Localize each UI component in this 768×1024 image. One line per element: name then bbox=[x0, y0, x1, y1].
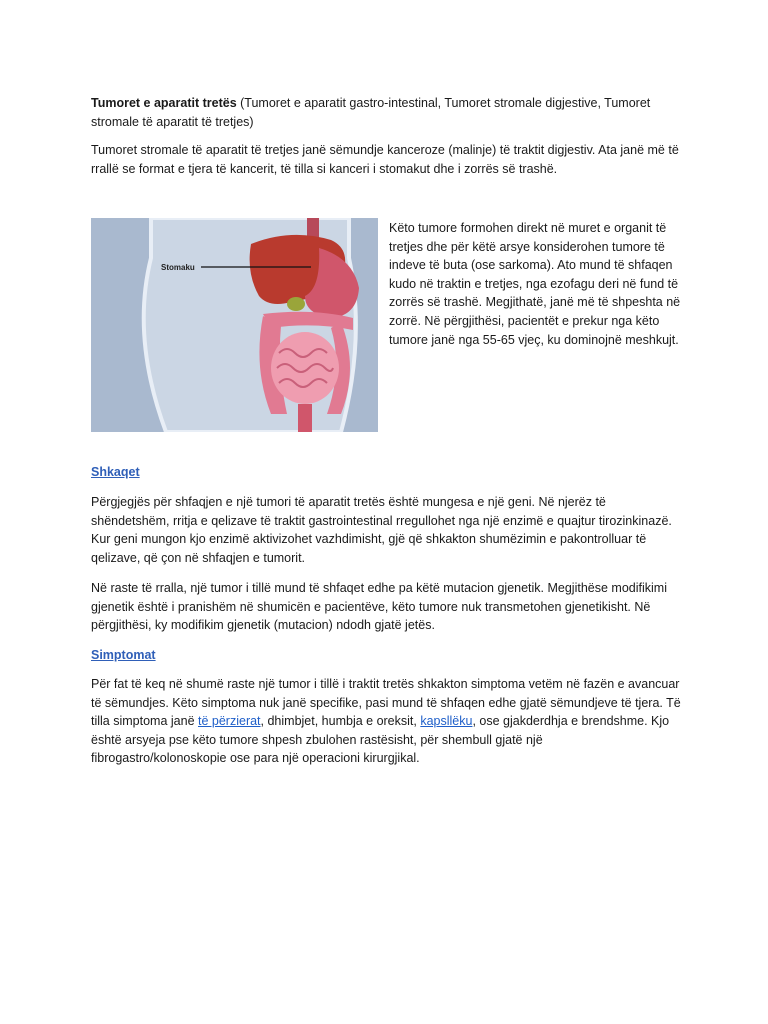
document-title-paragraph bbox=[91, 94, 681, 131]
link-nausea[interactable]: të përzierat bbox=[198, 714, 261, 729]
section-heading-causes[interactable]: Shkaqet bbox=[91, 465, 140, 479]
intro-paragraph: Tumoret stromale të aparatit të tretjes janë sëmundje kanceroze (malinje) të traktit digjestiv. Ata janë më të rrallë se format e tjera të kancerit, të tilla si kanceri i stomakut dhe i zorrës së trashë. bbox=[91, 143, 679, 176]
link-constipation[interactable]: kapsllëku bbox=[420, 714, 473, 729]
symptoms-text-b: , dhimbjet, humbja e oreksit, bbox=[260, 714, 421, 729]
gallbladder-shape bbox=[287, 297, 305, 311]
small-intestine-shape bbox=[271, 332, 339, 404]
anatomy-svg bbox=[91, 218, 378, 432]
digestive-system-illustration bbox=[91, 218, 378, 432]
rectum-shape bbox=[298, 404, 312, 432]
causes-paragraph-2: Në raste të rralla, një tumor i tillë mund të shfaqet edhe pa këtë mutacion gjenetik. Megjithëse modifikimi gjenetik është i pranishëm në shumicën e pacientëve, këto tumore nuk transmetohen gjenetikisht. Në përgjithësi, ky modifikim gjenetik (mutacion) ndodh gjatë jetës. bbox=[91, 581, 667, 633]
side-paragraph: Këto tumore formohen direkt në muret e organit të tretjes dhe për këtë arsye konsiderohen tumore të indeve të buta (ose sarkoma). Ato mund të shfaqen kudo në traktin e tretjes, nga ezofagu deri në fund të zorrës së trashë. Megjithatë, janë më të shpeshta në zorrë. Në përgjithësi, pacientët e prekur nga këto tumore janë nga 55-65 vjeç, ku dominojnë meshkujt. bbox=[389, 221, 681, 347]
stomach-label: Stomaku bbox=[161, 263, 195, 272]
symptoms-text-c: , ose gjakderdhja e brendshme. Kjo është arsyeja pse këto tumore shpesh zbulohen rastësisht, për shembull gjatë një fibrogastro/kolonoskopie ose para një operacioni kirurgjikal. bbox=[91, 714, 670, 766]
title-synonyms: (Tumoret e aparatit gastro-intestinal, Tumoret stromale digjestive, Tumoret stromale të aparatit të tretjes) bbox=[91, 96, 651, 129]
symptoms-paragraph bbox=[91, 675, 681, 768]
symptoms-text-a: Për fat të keq në shumë raste një tumor i tillë i traktit tretës shkakton simptoma vetëm në fazën e avancuar të sëmundjes. Këto simptoma nuk janë specifike, pasi mund të shfaqen edhe gjatë sëmundjeve të tjera. Të tilla simptoma janë bbox=[91, 677, 681, 729]
document-title: Tumoret e aparatit tretës bbox=[91, 96, 237, 110]
section-heading-symptoms[interactable]: Simptomat bbox=[91, 648, 156, 662]
causes-paragraph-1: Përgjegjës për shfaqjen e një tumori të aparatit tretës është mungesa e një geni. Në njerëz të shëndetshëm, rritja e qelizave të traktit gastrointestinal rregullohet nga një enzimë e quajtur tirozinkinazë. Kur geni mungon kjo enzimë aktivizohet vazhdimisht, gjë që shkakton shumëzimin e pakontrolluar të qelizave, që çon në shfaqjen e tumorit. bbox=[91, 495, 672, 565]
